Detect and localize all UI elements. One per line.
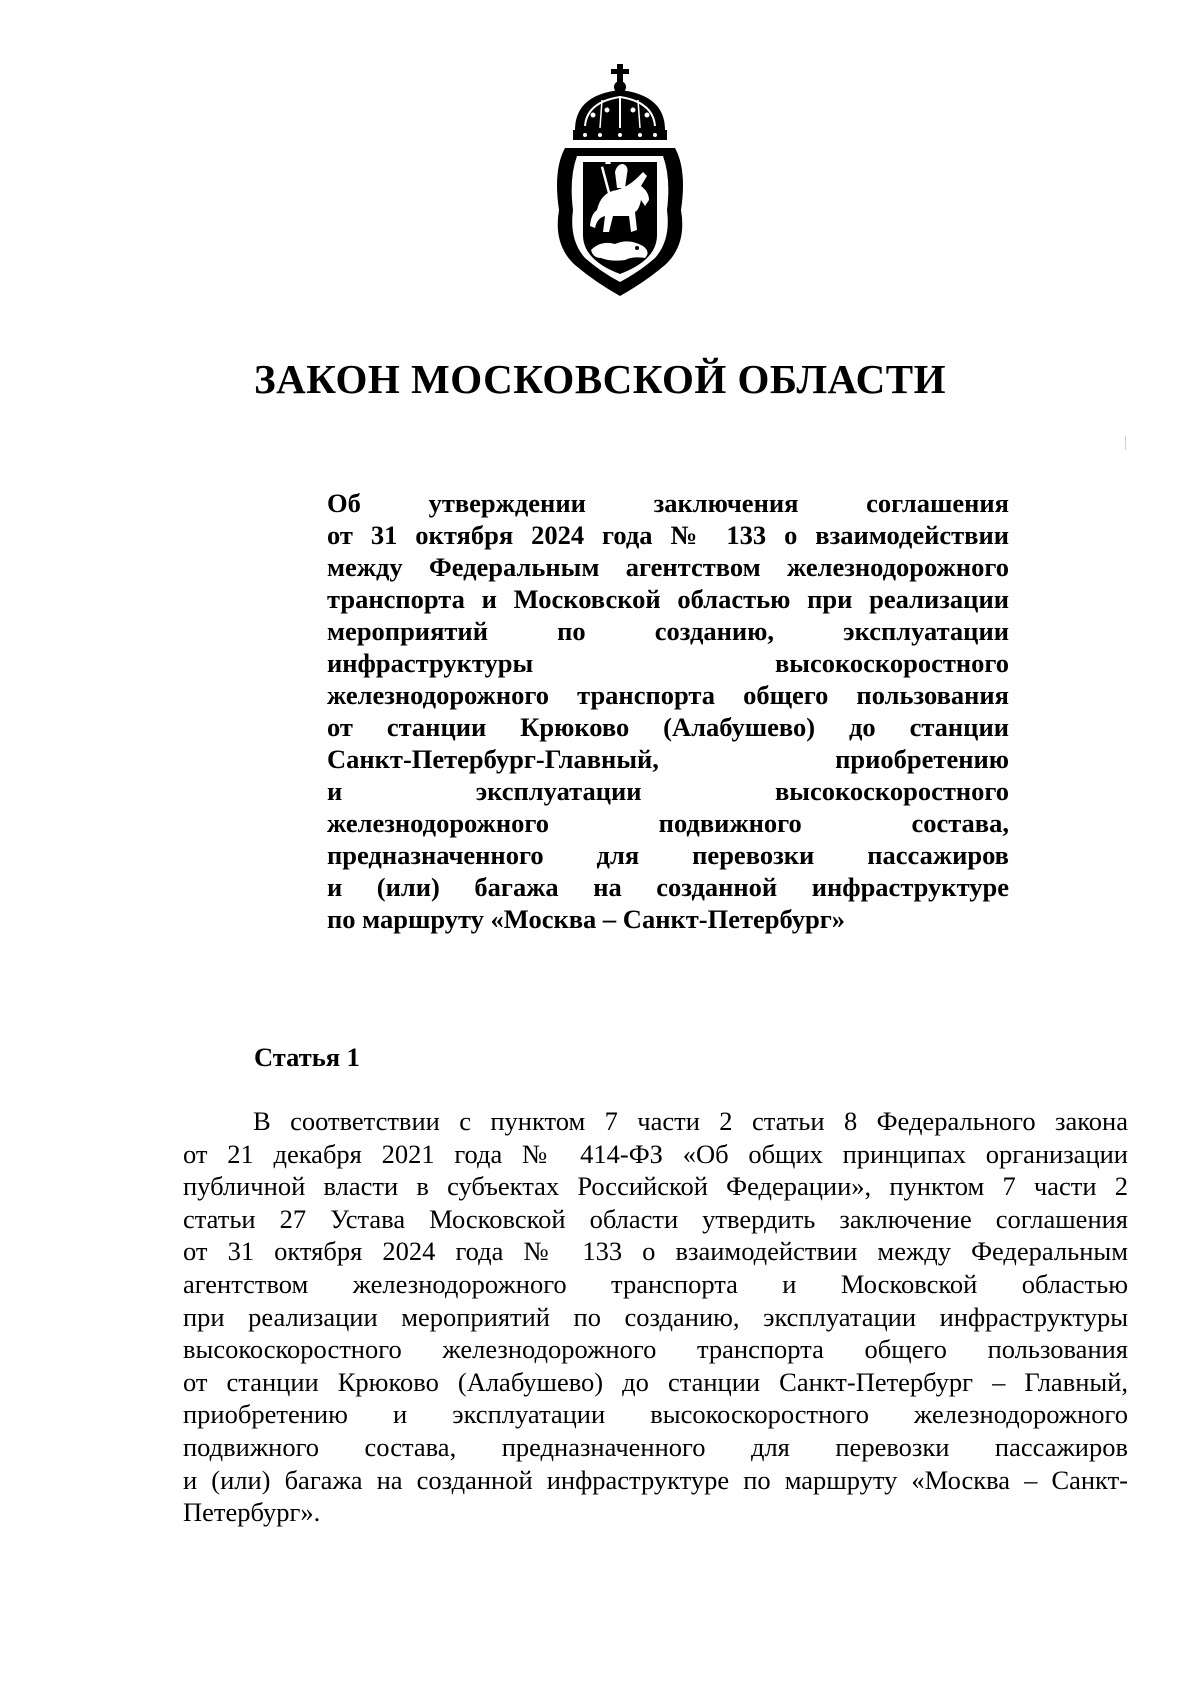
scan-artifact <box>1125 436 1126 450</box>
subject-line: и (или) багажа на созданной инфраструктуре <box>327 872 1009 902</box>
law-subject <box>327 487 1009 935</box>
article-line: статьи 27 Устава Московской области утвердить заключение соглашения <box>183 1203 1128 1234</box>
article-body <box>183 1105 1128 1529</box>
article-line: приобретению и эксплуатации высокоскоростного железнодорожного <box>183 1399 1128 1430</box>
article-line: при реализации мероприятий по созданию, эксплуатации инфраструктуры <box>183 1301 1128 1332</box>
article-line: высокоскоростного железнодорожного транспорта общего пользования <box>183 1334 1128 1365</box>
subject-line: железнодорожного транспорта общего пользования <box>327 680 1009 710</box>
article-line: публичной власти в субъектах Российской Федерации», пунктом 7 части 2 <box>183 1171 1128 1202</box>
article-line: от станции Крюково (Алабушево) до станции Санкт-Петербург – Главный, <box>183 1366 1128 1397</box>
article-line: от 31 октября 2024 года № 133 о взаимодействии между Федеральным <box>183 1236 1128 1267</box>
subject-line: железнодорожного подвижного состава, <box>327 808 1009 838</box>
subject-line: от станции Крюково (Алабушево) до станции <box>327 712 1009 742</box>
coat-of-arms-icon <box>545 60 695 300</box>
subject-line: и эксплуатации высокоскоростного <box>327 776 1009 806</box>
subject-line: инфраструктуры высокоскоростного <box>327 648 1009 678</box>
subject-line: предназначенного для перевозки пассажиров <box>327 840 1009 870</box>
law-title: ЗАКОН МОСКОВСКОЙ ОБЛАСТИ <box>254 356 946 402</box>
subject-line: по маршруту «Москва – Санкт-Петербург» <box>327 904 845 934</box>
article-line: агентством железнодорожного транспорта и Московской областью <box>183 1268 1128 1299</box>
article-line: подвижного состава, предназначенного для перевозки пассажиров <box>183 1431 1128 1462</box>
article-line: от 21 декабря 2021 года № 414-ФЗ «Об общих принципах организации <box>183 1138 1128 1169</box>
article-heading: Статья 1 <box>254 1042 360 1072</box>
subject-line: Об утверждении заключения соглашения <box>327 488 1009 518</box>
article-line: В соответствии с пунктом 7 части 2 статьи 8 Федерального закона <box>253 1106 1128 1136</box>
subject-line: мероприятий по созданию, эксплуатации <box>327 616 1009 646</box>
article-line: Петербург». <box>183 1497 321 1528</box>
subject-line: между Федеральным агентством железнодорожного <box>327 552 1009 582</box>
subject-line: транспорта и Московской областью при реализации <box>327 584 1009 614</box>
article-line: и (или) багажа на созданной инфраструктуре по маршруту «Москва – Санкт- <box>183 1464 1128 1495</box>
subject-line: от 31 октября 2024 года № 133 о взаимодействии <box>327 520 1009 550</box>
subject-line: Санкт-Петербург-Главный, приобретению <box>327 744 1009 774</box>
